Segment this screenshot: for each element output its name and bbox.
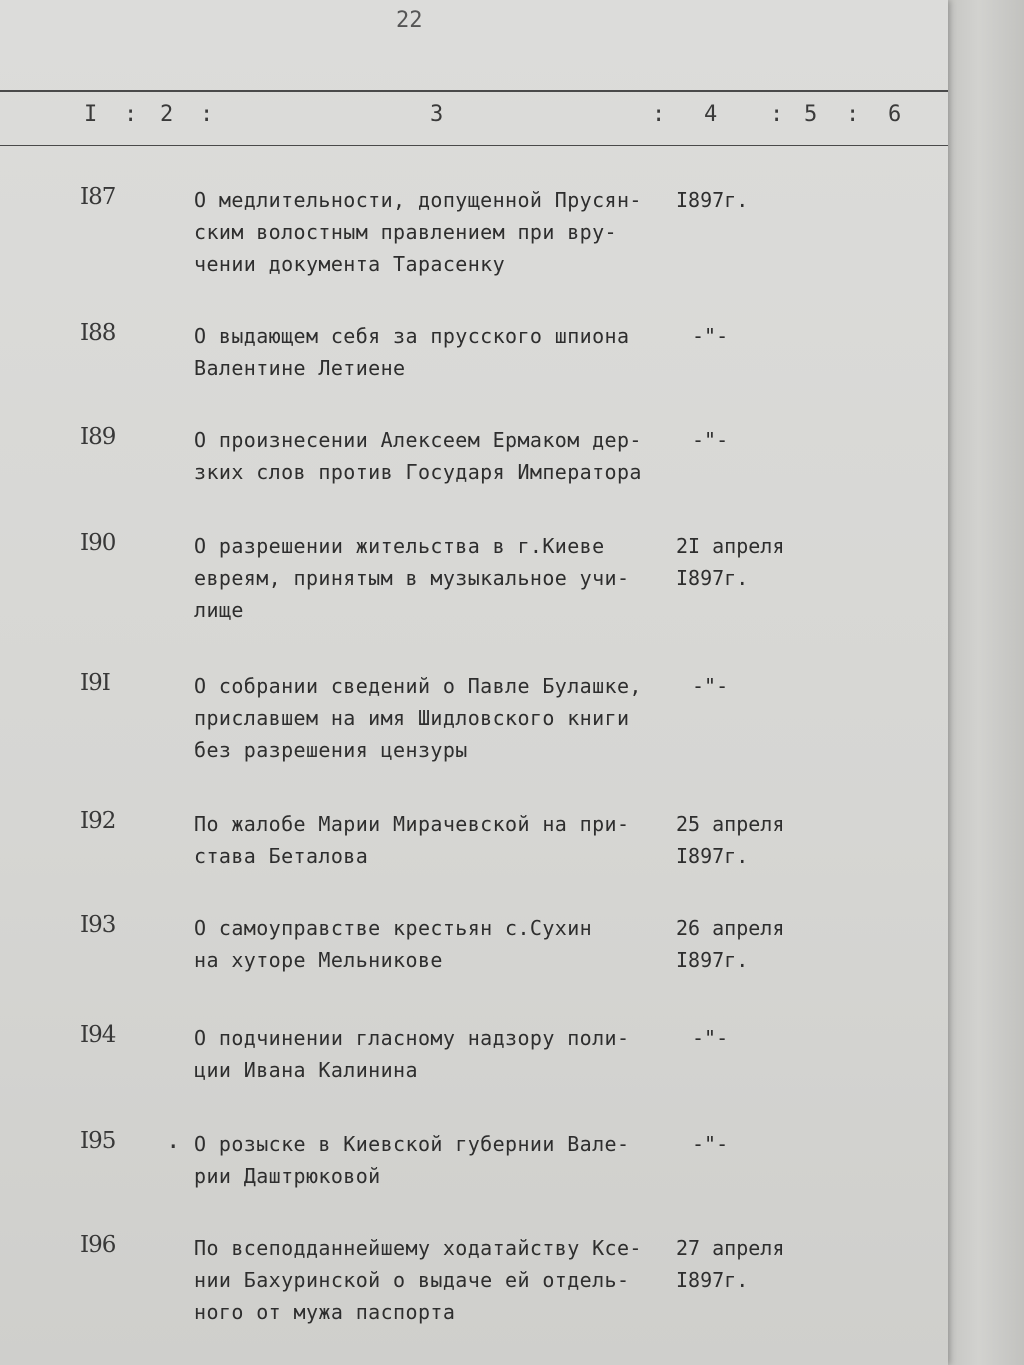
entry-date: 27 апреля I897г.	[676, 1236, 785, 1292]
entry-number: I95	[80, 1128, 116, 1154]
entry-date: I897г.	[676, 188, 749, 212]
entry-description-line: на хуторе Мельникове	[194, 948, 443, 972]
entry-number: I88	[80, 320, 116, 346]
page-number: 22	[396, 8, 423, 33]
entry-description-line: О медлительности, допущенной Прусян-	[194, 188, 642, 212]
column-header-6: 6	[888, 102, 902, 127]
entry-description-line: зких слов против Государя Императора	[194, 460, 642, 484]
entry-number: I90	[80, 530, 116, 556]
column-separator: :	[770, 102, 784, 127]
entry-description	[194, 530, 629, 626]
entry-description-line: По жалобе Марии Мирачевской на при-	[194, 812, 630, 836]
column-header-2: 2	[160, 102, 174, 127]
entry-number: I89	[80, 424, 116, 450]
entry-description-line: О подчинении гласному надзору поли-	[194, 1026, 630, 1050]
entry-number: I94	[80, 1022, 116, 1048]
column-header-3: 3	[430, 102, 444, 127]
column-separator: :	[200, 102, 214, 127]
entry-description-line: евреям, принятым в музыкальное учи-	[194, 566, 630, 590]
entry-date: 25 апреля I897г.	[676, 812, 785, 868]
column-header-5: 5	[804, 102, 818, 127]
header-rule-bottom	[0, 145, 948, 146]
entry-description-line: нии Бахуринской о выдаче ей отдель-	[194, 1268, 630, 1292]
entry-date: 26 апреля I897г.	[676, 916, 785, 972]
entry-number: I9I	[80, 670, 110, 696]
adjacent-page-edge	[948, 0, 1024, 1365]
entry-description	[194, 320, 629, 384]
entry-description-line: О произнесении Алексеем Ермаком дер-	[194, 428, 642, 452]
entry-number: I87	[80, 184, 116, 210]
entry-description	[194, 1232, 642, 1328]
entry-description-line: О разрешении жительства в г.Киеве	[194, 534, 605, 558]
entry-number: I93	[80, 912, 116, 938]
entry-description	[194, 1128, 629, 1192]
entry-description-line: ским волостным правлением при вру-	[194, 220, 617, 244]
entry-description-line: приславшем на имя Шидловского книги	[194, 706, 630, 730]
entry-mark: .	[166, 1126, 181, 1154]
entry-date: -"-	[692, 324, 729, 348]
column-separator: :	[124, 102, 138, 127]
entry-description-line: без разрешения цензуры	[194, 738, 468, 762]
entry-number: I96	[80, 1232, 116, 1258]
entry-description	[194, 912, 592, 976]
column-separator: :	[652, 102, 666, 127]
entry-description-line: О самоуправстве крестьян с.Сухин	[194, 916, 593, 940]
entry-description-line: Валентине Летиене	[194, 356, 406, 380]
entry-description-line: чении документа Тарасенку	[194, 252, 506, 276]
entry-date: -"-	[692, 1132, 729, 1156]
entry-description-line: ного от мужа паспорта	[194, 1300, 456, 1324]
entry-date: 2I апреля I897г.	[676, 534, 785, 590]
entry-description	[194, 184, 642, 280]
entry-date: -"-	[692, 1026, 729, 1050]
column-header-4: 4	[704, 102, 718, 127]
entry-description-line: О розыске в Киевской губернии Вале-	[194, 1132, 630, 1156]
entry-description	[194, 424, 642, 488]
entry-description-line: лище	[194, 598, 244, 622]
entry-description-line: По всеподданнейшему ходатайству Ксе-	[194, 1236, 642, 1260]
header-rule-top	[0, 90, 948, 92]
column-header-1: I	[84, 102, 98, 127]
entry-date: -"-	[692, 674, 729, 698]
entry-number: I92	[80, 808, 116, 834]
column-separator: :	[846, 102, 860, 127]
entry-description-line: О выдающем себя за прусского шпиона	[194, 324, 630, 348]
entry-description-line: О собрании сведений о Павле Булашке,	[194, 674, 642, 698]
entry-description	[194, 670, 642, 766]
entry-date: -"-	[692, 428, 729, 452]
entry-description	[194, 1022, 629, 1086]
entry-description	[194, 808, 629, 872]
entry-description-line: става Беталова	[194, 844, 369, 868]
entry-description-line: ции Ивана Калинина	[194, 1058, 418, 1082]
entry-description-line: рии Даштрюковой	[194, 1164, 381, 1188]
